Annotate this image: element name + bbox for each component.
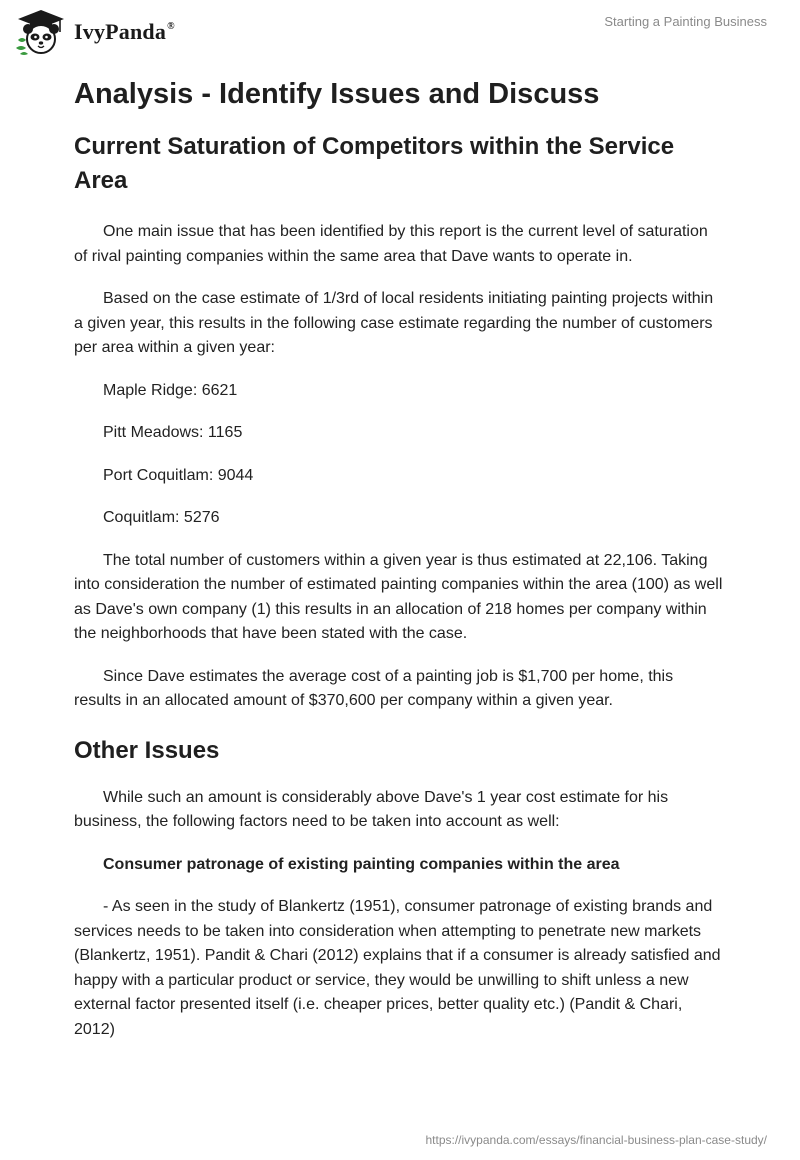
- source-url[interactable]: https://ivypanda.com/essays/financial-business-plan-case-study/: [425, 1133, 767, 1147]
- area-estimate-item: Port Coquitlam: 9044: [103, 466, 254, 484]
- area-estimate-item: Maple Ridge: 6621: [103, 381, 238, 399]
- panda-graduate-icon: [14, 8, 68, 56]
- article-title: Analysis - Identify Issues and Discuss: [74, 78, 600, 110]
- area-estimate-item: Coquitlam: 5276: [103, 509, 220, 526]
- document-title: Starting a Painting Business: [604, 14, 767, 29]
- area-estimate-item: Pitt Meadows: 1165: [103, 424, 243, 441]
- article-body: [74, 70, 724, 1042]
- paragraph: While such an amount is considerably above Dave's 1 year cost estimate for his business, the following factors need to be taken into account as well:: [74, 788, 669, 830]
- paragraph: Since Dave estimates the average cost of a painting job is $1,700 per home, this results in an allocated amount of $370,600 per company within a given year.: [74, 667, 674, 709]
- section-heading-saturation: Current Saturation of Competitors within the Service Area: [74, 133, 675, 194]
- subheading: Consumer patronage of existing painting companies within the area: [103, 855, 620, 873]
- paragraph: The total number of customers within a given year is thus estimated at 22,106. Taking into consideration the number of estimated painting companies within the area (100) as well as Dave's own company (1) this results in an allocation of 218 homes per company within the neighborhoods that have been stated with the case.: [74, 551, 723, 642]
- logo-text: IvyPanda®: [74, 19, 175, 44]
- paragraph: - As seen in the study of Blankertz (1951), consumer patronage of existing brands and services needs to be taken into consideration when attempting to penetrate new markets (Blankertz, 1951). Pandit & Chari (2012) explains that if a consumer is already satisfied and happy with a particular product or service, they would be unwilling to shift unless a new external factor presented itself (i.e. cheaper prices, better quality etc.) (Pandit & Chari, 2012): [74, 898, 721, 1038]
- paragraph: One main issue that has been identified by this report is the current level of saturation of rival painting companies within the same area that Dave wants to operate in.: [74, 223, 708, 265]
- ivypanda-logo[interactable]: [14, 8, 175, 56]
- paragraph: Based on the case estimate of 1/3rd of local residents initiating painting projects within a given year, this results in the following case estimate regarding the number of customers per area within a given year:: [74, 290, 714, 356]
- section-heading-other-issues: Other Issues: [74, 736, 220, 764]
- page-header: [0, 0, 800, 64]
